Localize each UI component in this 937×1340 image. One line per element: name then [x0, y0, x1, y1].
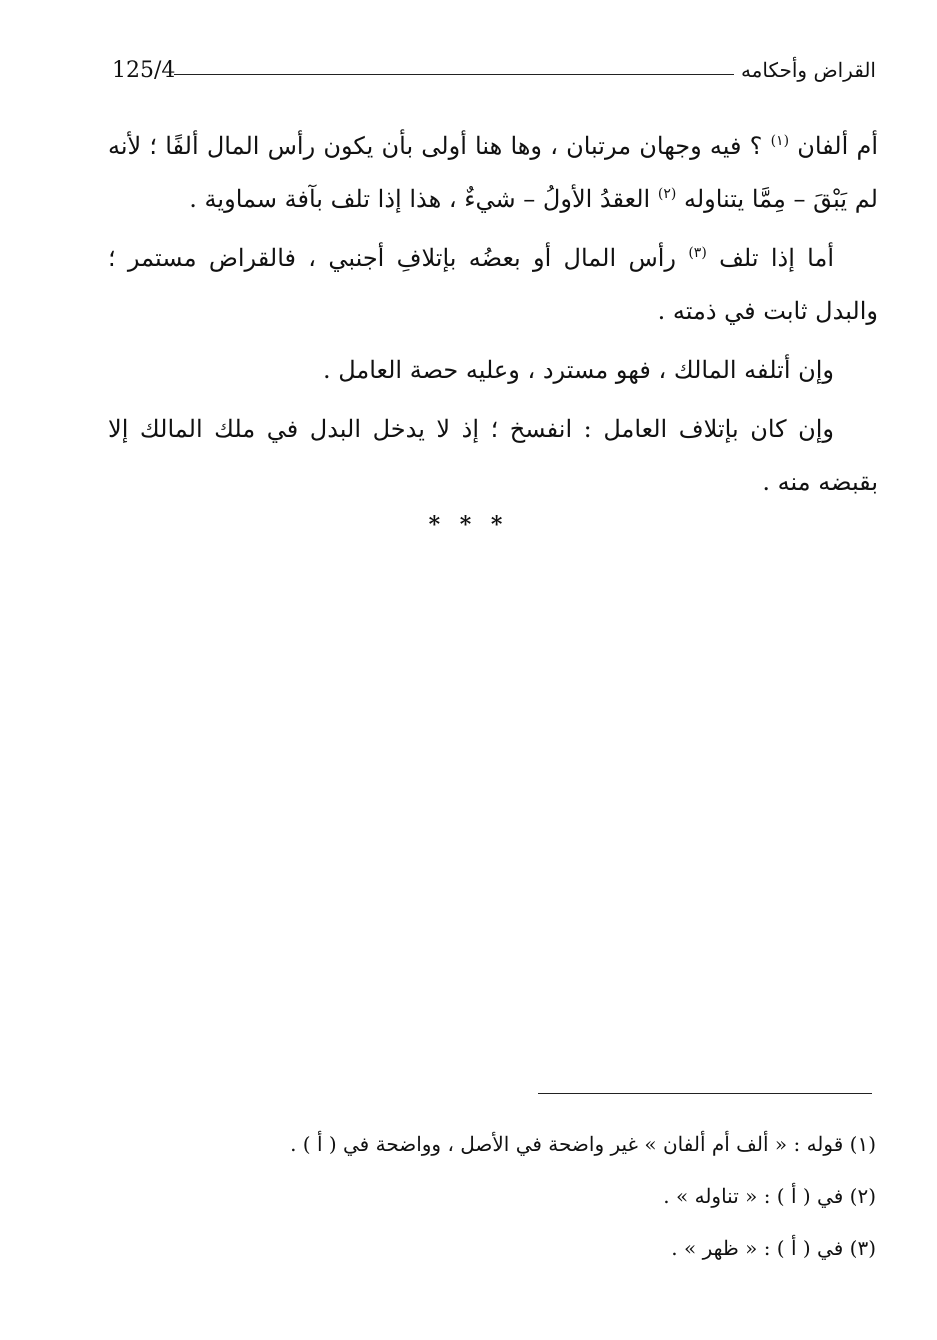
main-text [108, 120, 878, 515]
running-header [112, 58, 876, 92]
paragraph-2-part-1: أما إذا تلف [719, 244, 834, 272]
section-separator: * * * [428, 512, 509, 538]
header-rule [174, 74, 734, 75]
footnote-ref-1: (١) [770, 133, 790, 149]
paragraph-2-part-2: رأس المال أو بعضُه بإتلافِ أجنبي ، فالقراض مستمر ؛ والبدل ثابت في ذمته . [108, 244, 878, 325]
footnote-1: (١) قوله : « ألف أم ألفان » غير واضحة في الأصل ، وواضحة في ( أ ) . [290, 1132, 876, 1156]
footnote-ref-2: (٢) [657, 186, 677, 202]
paragraph-1 [108, 120, 878, 226]
paragraph-3: وإن أتلفه المالك ، فهو مسترد ، وعليه حصة العامل . [322, 356, 834, 384]
footnotes [200, 1118, 876, 1274]
paragraph-1-part-3: العقدُ الأولُ – شيءٌ ، هذا إذا تلف بآفة سماوية . [189, 185, 651, 213]
footnote-3: (٣) في ( أ ) : « ظهر » . [671, 1236, 876, 1260]
paragraph-4: وإن كان بإتلاف العامل : انفسخ ؛ إذ لا يدخل البدل في ملك المالك إلا بقبضه منه . [108, 415, 878, 496]
page-number: 125/4 [112, 58, 176, 83]
paragraph-1-part-2: ؟ فيه وجهان مرتبان ، وها هنا أولى بأن يكون رأس المال ألفًا ؛ لأنه لم يَبْقَ – مِمَّا يتناوله [108, 132, 878, 213]
paragraph-1-part-1: أم ألفان [797, 132, 878, 160]
footnote-rule [538, 1093, 872, 1094]
paragraph-2 [108, 232, 878, 338]
footnote-ref-3: (٣) [688, 245, 707, 261]
book-title: القراض وأحكامه [740, 58, 876, 82]
footnote-2: (٢) في ( أ ) : « تناوله » . [663, 1184, 876, 1208]
